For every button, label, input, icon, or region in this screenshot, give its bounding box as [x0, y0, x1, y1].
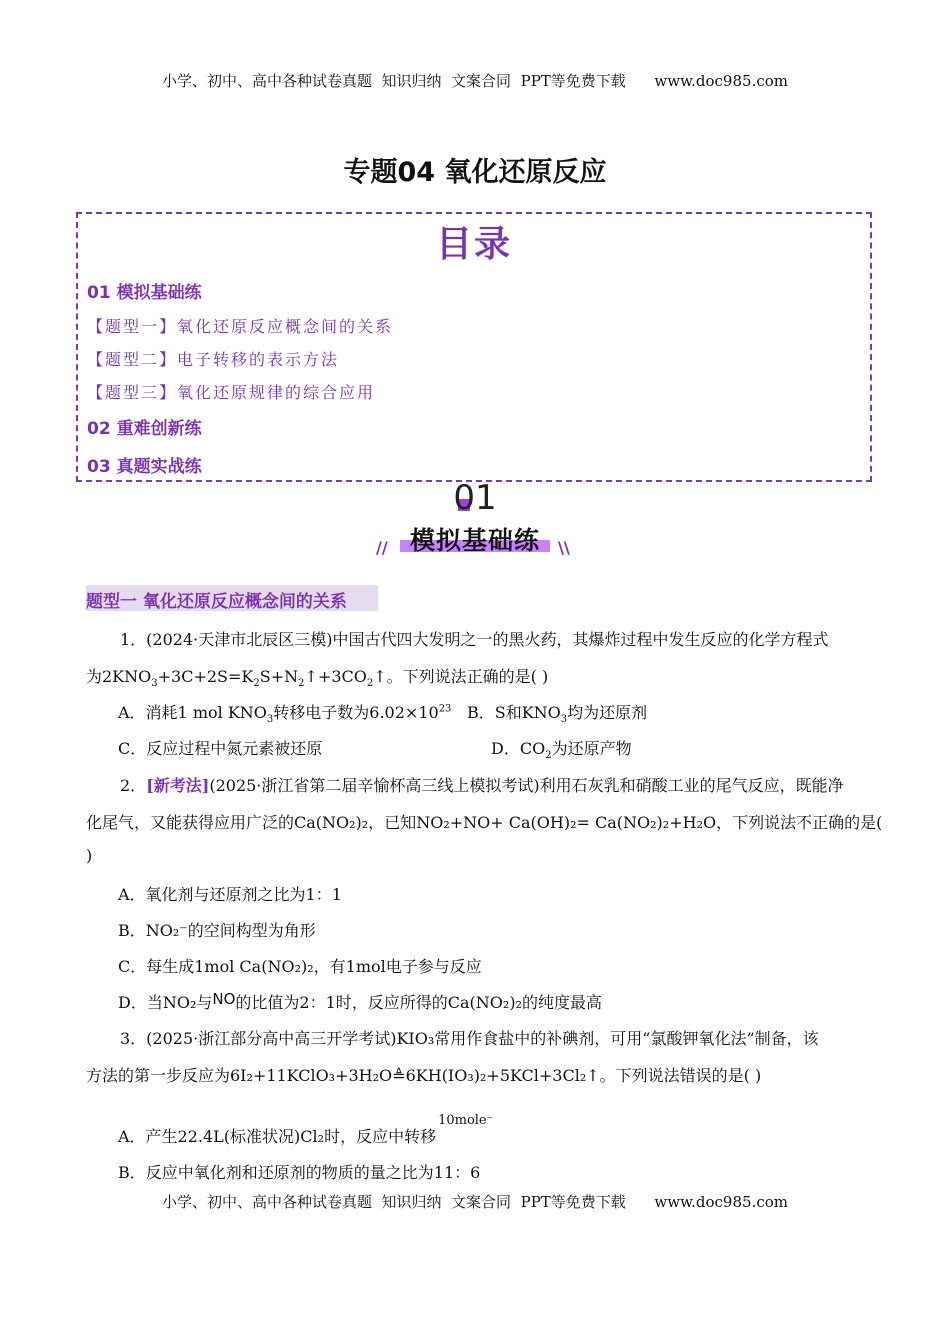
- new-method-tag: [新考法]: [146, 776, 210, 795]
- toc-item-type2[interactable]: 【题型二】电子转移的表示方法: [87, 350, 340, 369]
- q1-option-a[interactable]: A．消耗1 mol $KNO_3$转移电子数为$6.02\times 10^{23}$: [118, 703, 452, 726]
- q1-option-b[interactable]: B．S和$KNO_3$均为还原剂: [467, 703, 648, 726]
- q2-line1: 2．[新考法](2025·浙江省第二届辛愉杯高三线上模拟考试)利用石灰乳和硝酸工业的尾气反应，既能净: [120, 776, 844, 795]
- page-footer: 小学、初中、高中各种试卷真题 知识归纳 文案合同 PPT等免费下载 www.doc985.com: [161, 1193, 788, 1211]
- type-heading: 题型一 氧化还原反应概念间的关系: [86, 592, 347, 612]
- toc-section-2[interactable]: 02 重难创新练: [87, 419, 202, 439]
- banner-number: 01: [453, 478, 497, 518]
- q2-option-b[interactable]: B．NO₂⁻的空间构型为角形: [118, 921, 316, 940]
- toc-item-type3[interactable]: 【题型三】氧化还原规律的综合应用: [87, 383, 376, 402]
- banner-right-slashes: \\: [558, 538, 570, 557]
- q2-option-c[interactable]: C．每生成1mol Ca(NO₂)₂，有1mol电子参与反应: [118, 957, 482, 976]
- q2-option-a[interactable]: A．氧化剂与还原剂之比为1：1: [118, 885, 342, 904]
- toc-title: 目录: [435, 224, 512, 265]
- page-title: 专题04 氧化还原反应: [343, 157, 607, 188]
- q3-option-a[interactable]: A．产生22.4L(标准状况)Cl₂时，反应中转移$^{10mole^-}$: [118, 1113, 494, 1146]
- q2-line3: ): [86, 846, 93, 865]
- q1-option-d[interactable]: D．$CO_2$为还原产物: [491, 739, 632, 762]
- toc-section-3[interactable]: 03 真题实战练: [87, 457, 202, 477]
- page-header: 小学、初中、高中各种试卷真题 知识归纳 文案合同 PPT等免费下载 www.doc985.com: [161, 72, 788, 90]
- banner-label: 模拟基础练: [409, 526, 540, 555]
- q2-line2: 化尾气，又能获得应用广泛的Ca(NO₂)₂，已知NO₂+NO+ Ca(OH)₂= Ca(NO₂)₂+H₂O，下列说法不正确的是(: [86, 813, 883, 832]
- q1-line1: 1．(2024·天津市北辰区三模)中国古代四大发明之一的黑火药，其爆炸过程中发生反应的化学方程式: [120, 630, 829, 649]
- toc-item-type1[interactable]: 【题型一】氧化还原反应概念间的关系: [87, 317, 394, 336]
- q3-option-b[interactable]: B．反应中氧化剂和还原剂的物质的量之比为11：6: [118, 1163, 481, 1182]
- q1-option-c[interactable]: C．反应过程中氮元素被还原: [118, 739, 323, 758]
- banner-left-slashes: //: [376, 538, 388, 557]
- q2-option-d[interactable]: D．当NO₂与NO的比值为2：1时，反应所得的Ca(NO₂)₂的纯度最高: [118, 990, 602, 1012]
- q3-line2: 方法的第一步反应为6I₂+11KClO₃+3H₂O≜6KH(IO₃)₂+5KCl+3Cl₂↑。下列说法错误的是( ): [86, 1066, 762, 1085]
- q1-line2: 为$2KNO_3+3C+2S=K_2S+N_2↑+3CO_2↑$。下列说法正确的是( ): [86, 667, 549, 690]
- q3-line1: 3．(2025·浙江部分高中高三开学考试)KIO₃常用作食盐中的补碘剂，可用“氯酸钾氧化法”制备，该: [120, 1029, 819, 1048]
- table-of-contents: [76, 212, 872, 482]
- toc-section-1[interactable]: 01 模拟基础练: [87, 283, 202, 303]
